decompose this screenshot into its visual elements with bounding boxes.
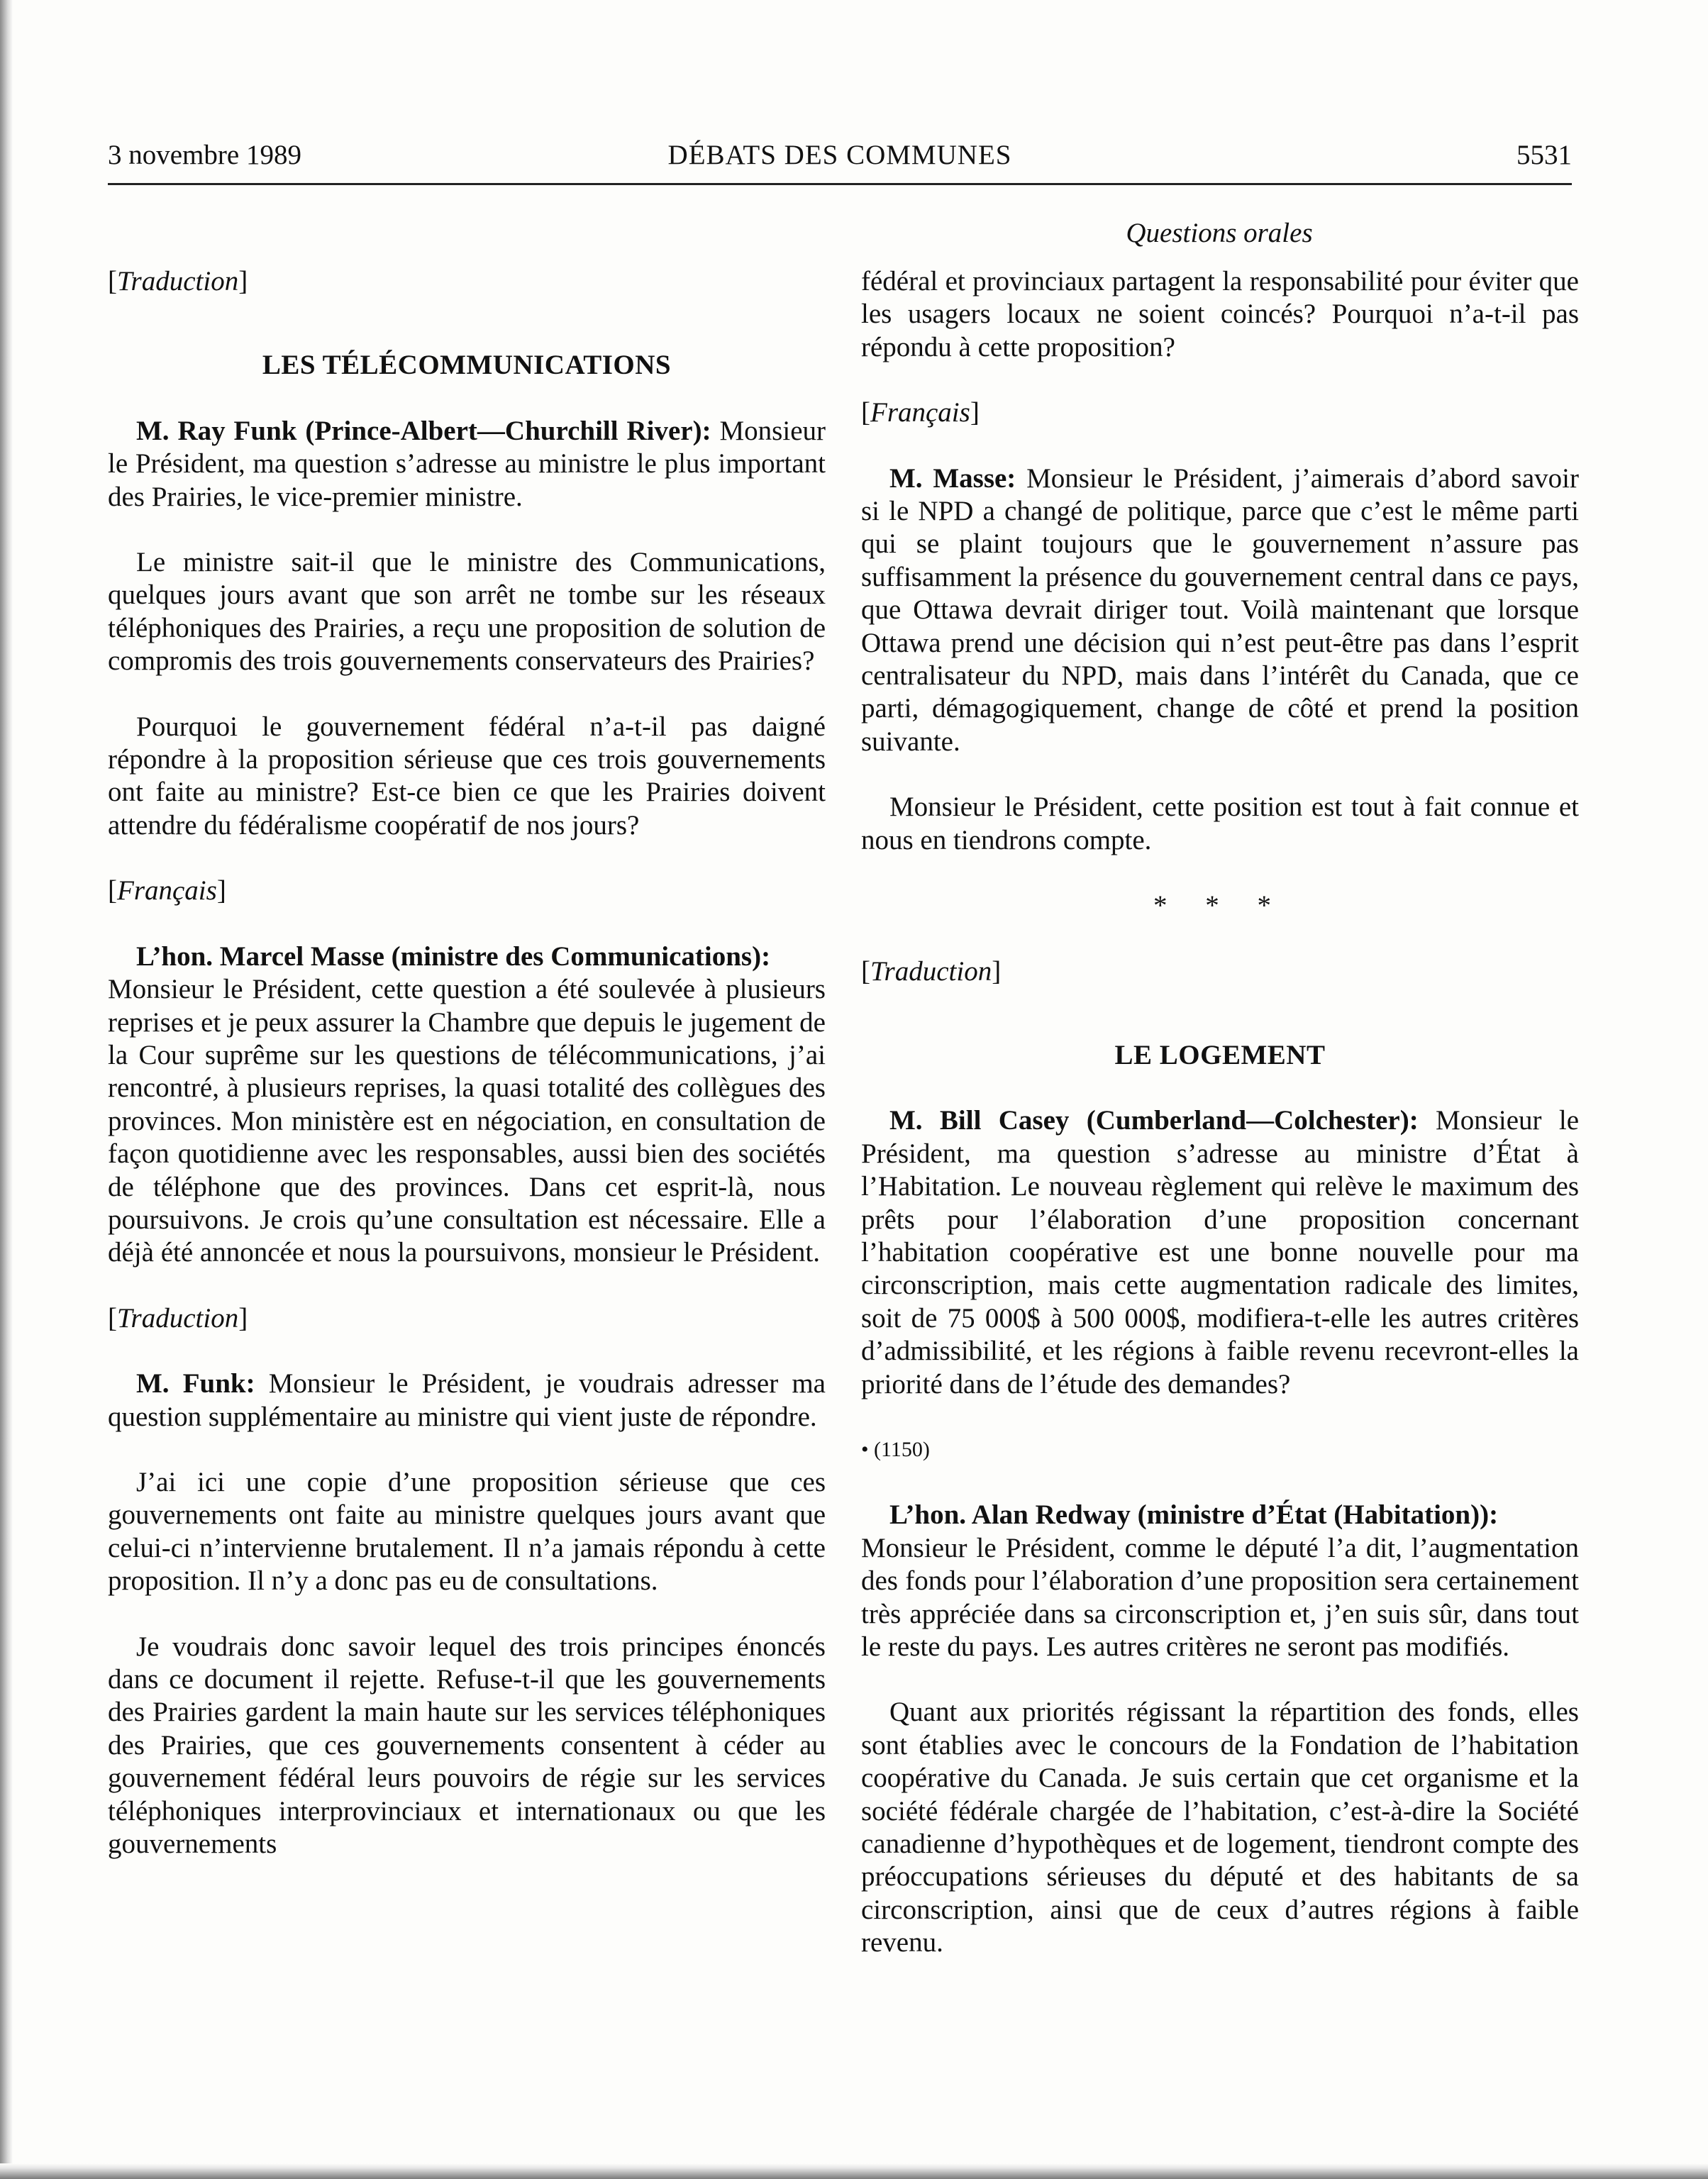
language-marker-text: Français — [870, 397, 970, 428]
paragraph: Le ministre sait-il que le ministre des Communications, quelques jours avant que son arrêt ne tombe sur les réseaux téléphoniques des Prairies, a reçu une proposition de solution de compromis des trois gouvernements conservateurs des Prairies? — [108, 547, 826, 677]
language-marker-text: Français — [117, 875, 217, 906]
speaker-name: M. Ray Funk (Prince-Albert—Churchill River): — [136, 415, 711, 446]
page-header — [108, 139, 1572, 185]
scan-edge-left — [0, 0, 13, 2179]
paragraph: Monsieur le Président, cette question a été soulevée à plusieurs reprises et je peux assurer la Chambre que depuis le jugement de la Cour suprême sur les questions de télécommunications, j’ai rencontré, à plusieurs reprises, la quasi totalité des collègues des provinces. Mon ministère est en négociation, en consultation de façon quotidienne avec les responsables, aussi bien des sociétés de téléphone que des provinces. Dans cet esprit-là, nous poursuivons. Je crois qu’une consultation est nécessaire. Elle a déjà été annoncée et nous la poursuivons, monsieur le Président. — [108, 974, 826, 1268]
paragraph: Je voudrais donc savoir lequel des trois principes énoncés dans ce document il rejette. Refuse-t-il que les gouvernements des Prairies gardent la main haute sur les services téléphoniques des Prairies, que ces gouvernements consentent à céder au gouvernement fédéral leurs pouvoirs de régie sur les services téléphoniques interprovinciaux et internationaux ou que les gouvernements — [108, 1631, 826, 1860]
translation-marker: [Traduction] — [108, 1302, 248, 1334]
paragraph — [108, 1368, 826, 1434]
right-column — [861, 265, 1579, 1960]
paragraph: J’ai ici une copie d’une proposition sérieuse que ces gouvernements ont faite au ministre quelques jours avant que celui-ci n’intervienne brutalement. Il n’a jamais répondu à cette proposition. Il n’y a donc pas eu de consultations. — [108, 1466, 826, 1597]
speaker-name: L’hon. Alan Redway (ministre d’État (Habitation)): — [889, 1499, 1499, 1531]
paragraph-text: Monsieur le Président, ma question s’adresse au ministre le plus important des Prairies, le vice-premier ministre. — [108, 415, 826, 512]
translation-marker-text: Traduction — [117, 266, 239, 296]
header-date: 3 novembre 1989 — [108, 140, 301, 170]
speaker-name: M. Bill Casey (Cumberland—Colchester): — [889, 1105, 1419, 1136]
translation-marker: [Traduction] — [861, 955, 1002, 987]
header-page-number: 5531 — [1516, 140, 1572, 170]
paragraph: Pourquoi le gouvernement fédéral n’a-t-il pas daigné répondre à la proposition sérieuse que ces trois gouvernements ont faite au ministre? Est-ce bien ce que les Prairies doivent attendre du fédéralisme coopératif de nos jours? — [108, 711, 826, 841]
scan-edge-bottom — [0, 2163, 1708, 2179]
left-column — [108, 265, 826, 1861]
language-marker: [Français] — [108, 875, 226, 906]
time-marker: • (1150) — [861, 1437, 930, 1461]
paragraph — [108, 415, 826, 514]
paragraph — [861, 462, 1579, 759]
speaker-name: M. Funk: — [136, 1368, 255, 1399]
paragraph-text: Monsieur le Président, ma question s’adresse au ministre d’État à l’Habitation. Le nouveau règlement qui relève le maximum des prêts pour l’élaboration d’une proposition concernant l’habitation coopérative est une bonne nouvelle pour ma circonscription, mais cette augmentation radicale des limites, soit de 75 000$ à 500 000$, modifiera-t-elle les autres critères d’admissibilité, et les régions à faible revenu recevront-elles la priorité dans de l’étude des demandes? — [861, 1105, 1580, 1399]
paragraph: Monsieur le Président, comme le député l’a dit, l’augmentation des fonds pour l’élaboration d’une proposition sera certainement très appréciée dans sa circonscription et, j’en suis sûr, dans tout le reste du pays. Les autres critères ne seront pas modifiés. — [861, 1532, 1579, 1662]
translation-marker-text: Traduction — [870, 955, 992, 987]
speaker-name: M. Masse: — [889, 462, 1016, 494]
section-heading-housing: LE LOGEMENT — [1114, 1039, 1326, 1070]
section-heading-telecom: LES TÉLÉCOMMUNICATIONS — [262, 350, 672, 381]
speaker-line — [861, 1499, 1579, 1531]
language-marker: [Français] — [861, 397, 980, 428]
paragraph: Quant aux priorités régissant la répartition des fonds, elles sont établies avec le concours de la Fondation de l’habitation coopérative du Canada. Je suis certain que cet organisme et la société fédérale chargée de l’habitation, c’est-à-dire la Société canadienne d’hypothèques et de logement, tiendront compte des préoccupations sérieuses du député et des habitants de sa circonscription, ainsi que de ceux d’autres régions à faible revenu. — [861, 1697, 1579, 1958]
header-title: DÉBATS DES COMMUNES — [667, 140, 1012, 170]
speaker-name: L’hon. Marcel Masse (ministre des Communications): — [136, 941, 771, 972]
translation-marker-text: Traduction — [117, 1302, 239, 1334]
section-separator: * * * — [1153, 890, 1287, 921]
paragraph-text: Monsieur le Président, je voudrais adresser ma question supplémentaire au ministre qui vient juste de répondre. — [108, 1368, 826, 1432]
paragraph — [861, 1104, 1579, 1401]
running-head: Questions orales — [1126, 218, 1313, 248]
translation-marker: [Traduction] — [108, 266, 248, 296]
paragraph: fédéral et provinciaux partagent la responsabilité pour éviter que les usagers locaux ne soient coincés? Pourquoi n’a-t-il pas répondu à cette proposition? — [861, 266, 1579, 362]
speaker-line — [108, 941, 826, 973]
paragraph: Monsieur le Président, cette position est tout à fait connue et nous en tiendrons compte. — [861, 792, 1579, 855]
paragraph-text: Monsieur le Président, j’aimerais d’abord savoir si le NPD a changé de politique, parce que c’est le même parti qui se plaint toujours que le gouvernement n’assure pas suffisamment la présence du gouvernement central dans ce pays, que Ottawa devrait diriger tout. Voilà maintenant que lorsque Ottawa prend une décision qui n’est peut-être pas dans l’esprit centralisateur du NPD, mais dans l’intérêt du Canada, que ce parti, démagogiquement, change de côté et prend la position suivante. — [861, 462, 1579, 757]
